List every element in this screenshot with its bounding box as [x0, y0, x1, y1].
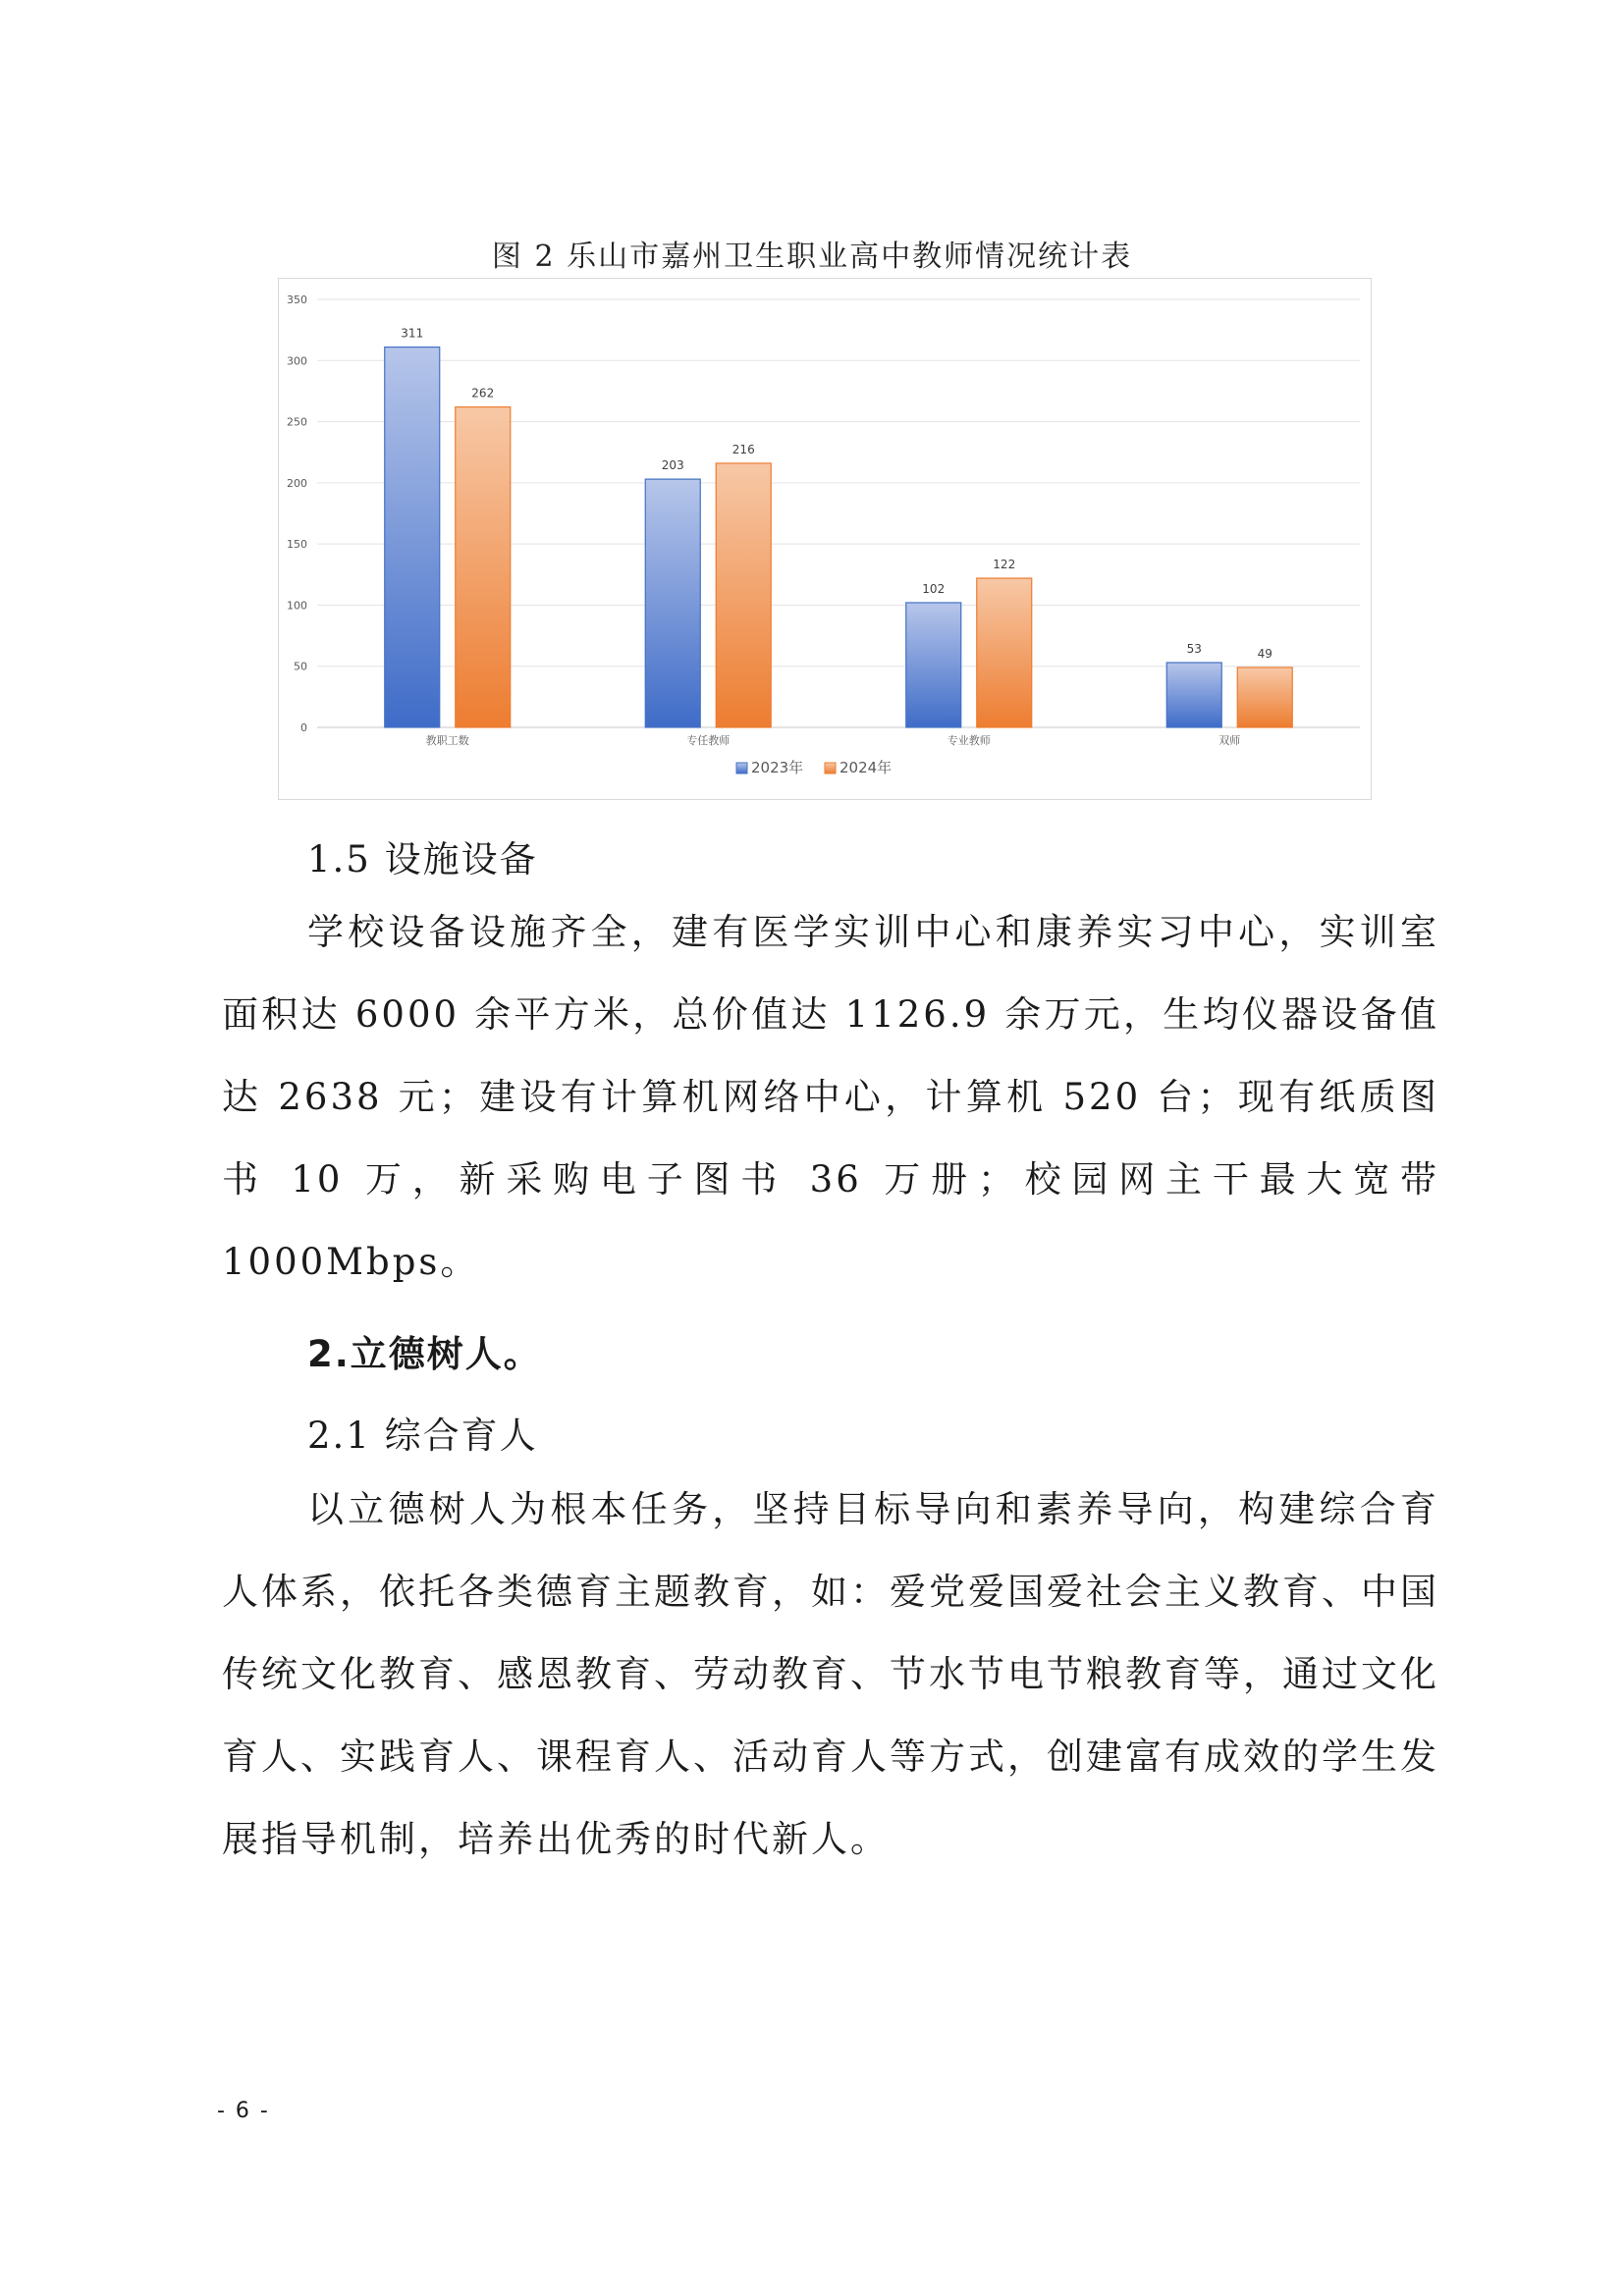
data-label: 102	[922, 581, 946, 596]
page-number: - 6 -	[217, 2099, 270, 2123]
y-tick-label: 0	[300, 721, 307, 734]
bar-2024-专任教师	[716, 463, 771, 727]
y-tick-label: 100	[287, 599, 307, 613]
legend-label: 2023年	[751, 759, 804, 776]
figure-title: 图 2 乐山市嘉州卫生职业高中教师情况统计表	[491, 240, 1133, 274]
legend-swatch-2024年	[825, 763, 836, 774]
data-label: 49	[1257, 646, 1272, 661]
y-tick-label: 150	[287, 538, 307, 552]
y-tick-label: 350	[287, 294, 307, 306]
x-category-label: 教职工数	[425, 734, 469, 747]
y-tick-label: 300	[287, 354, 307, 368]
legend-swatch-2023年	[736, 763, 747, 774]
bar-2023-专任教师	[645, 479, 700, 727]
data-label: 216	[731, 442, 755, 456]
x-category-label: 专业教师	[947, 734, 991, 747]
data-label: 203	[661, 458, 684, 473]
data-label: 122	[993, 558, 1016, 572]
legend-label: 2024年	[839, 759, 893, 776]
x-category-label: 专任教师	[686, 734, 731, 747]
bar-2024-专业教师	[977, 578, 1032, 727]
section-2-1-heading: 2.1 综合育人	[307, 1415, 538, 1457]
data-label: 311	[401, 326, 424, 341]
bar-2024-双师	[1237, 667, 1292, 727]
bar-2023-专业教师	[906, 603, 961, 727]
bar-2023-双师	[1166, 663, 1221, 727]
section-2-1-paragraph: 以立德树人为根本任务，坚持目标导向和素养导向，构建综合育人体系，依托各类德育主题教育，如：爱党爱国爱社会主义教育、中国传统文化教育、感恩教育、劳动教育、节水节电节粮教育等，通过文化育人、实践育人、课程育人、活动育人等方式，创建富有成效的学生发展指导机制，培养出优秀的时代新人。	[222, 1488, 1439, 1860]
y-tick-label: 250	[287, 415, 307, 429]
section-1-5-heading: 1.5 设施设备	[307, 838, 538, 881]
section-1-5-paragraph: 学校设备设施齐全，建有医学实训中心和康养实习中心，实训室面积达 6000 余平方米，总价值达 1126.9 余万元，生均仪器设备值达 2638 元；建设有计算机网络中心，计算机 520 台；现有纸质图书 10 万，新采购电子图书 36 万册；校园网主干最大宽带 1000Mbps。	[222, 911, 1439, 1283]
x-category-label: 双师	[1218, 734, 1241, 747]
y-tick-label: 200	[287, 476, 307, 490]
section-2-heading: 2.立德树人。	[307, 1333, 542, 1375]
teacher-statistics-chart	[278, 278, 1372, 800]
y-tick-label: 50	[294, 660, 307, 673]
bar-2023-教职工数	[385, 347, 440, 727]
bar-2024-教职工数	[456, 407, 511, 727]
data-label: 262	[471, 386, 495, 400]
data-label: 53	[1186, 641, 1202, 656]
